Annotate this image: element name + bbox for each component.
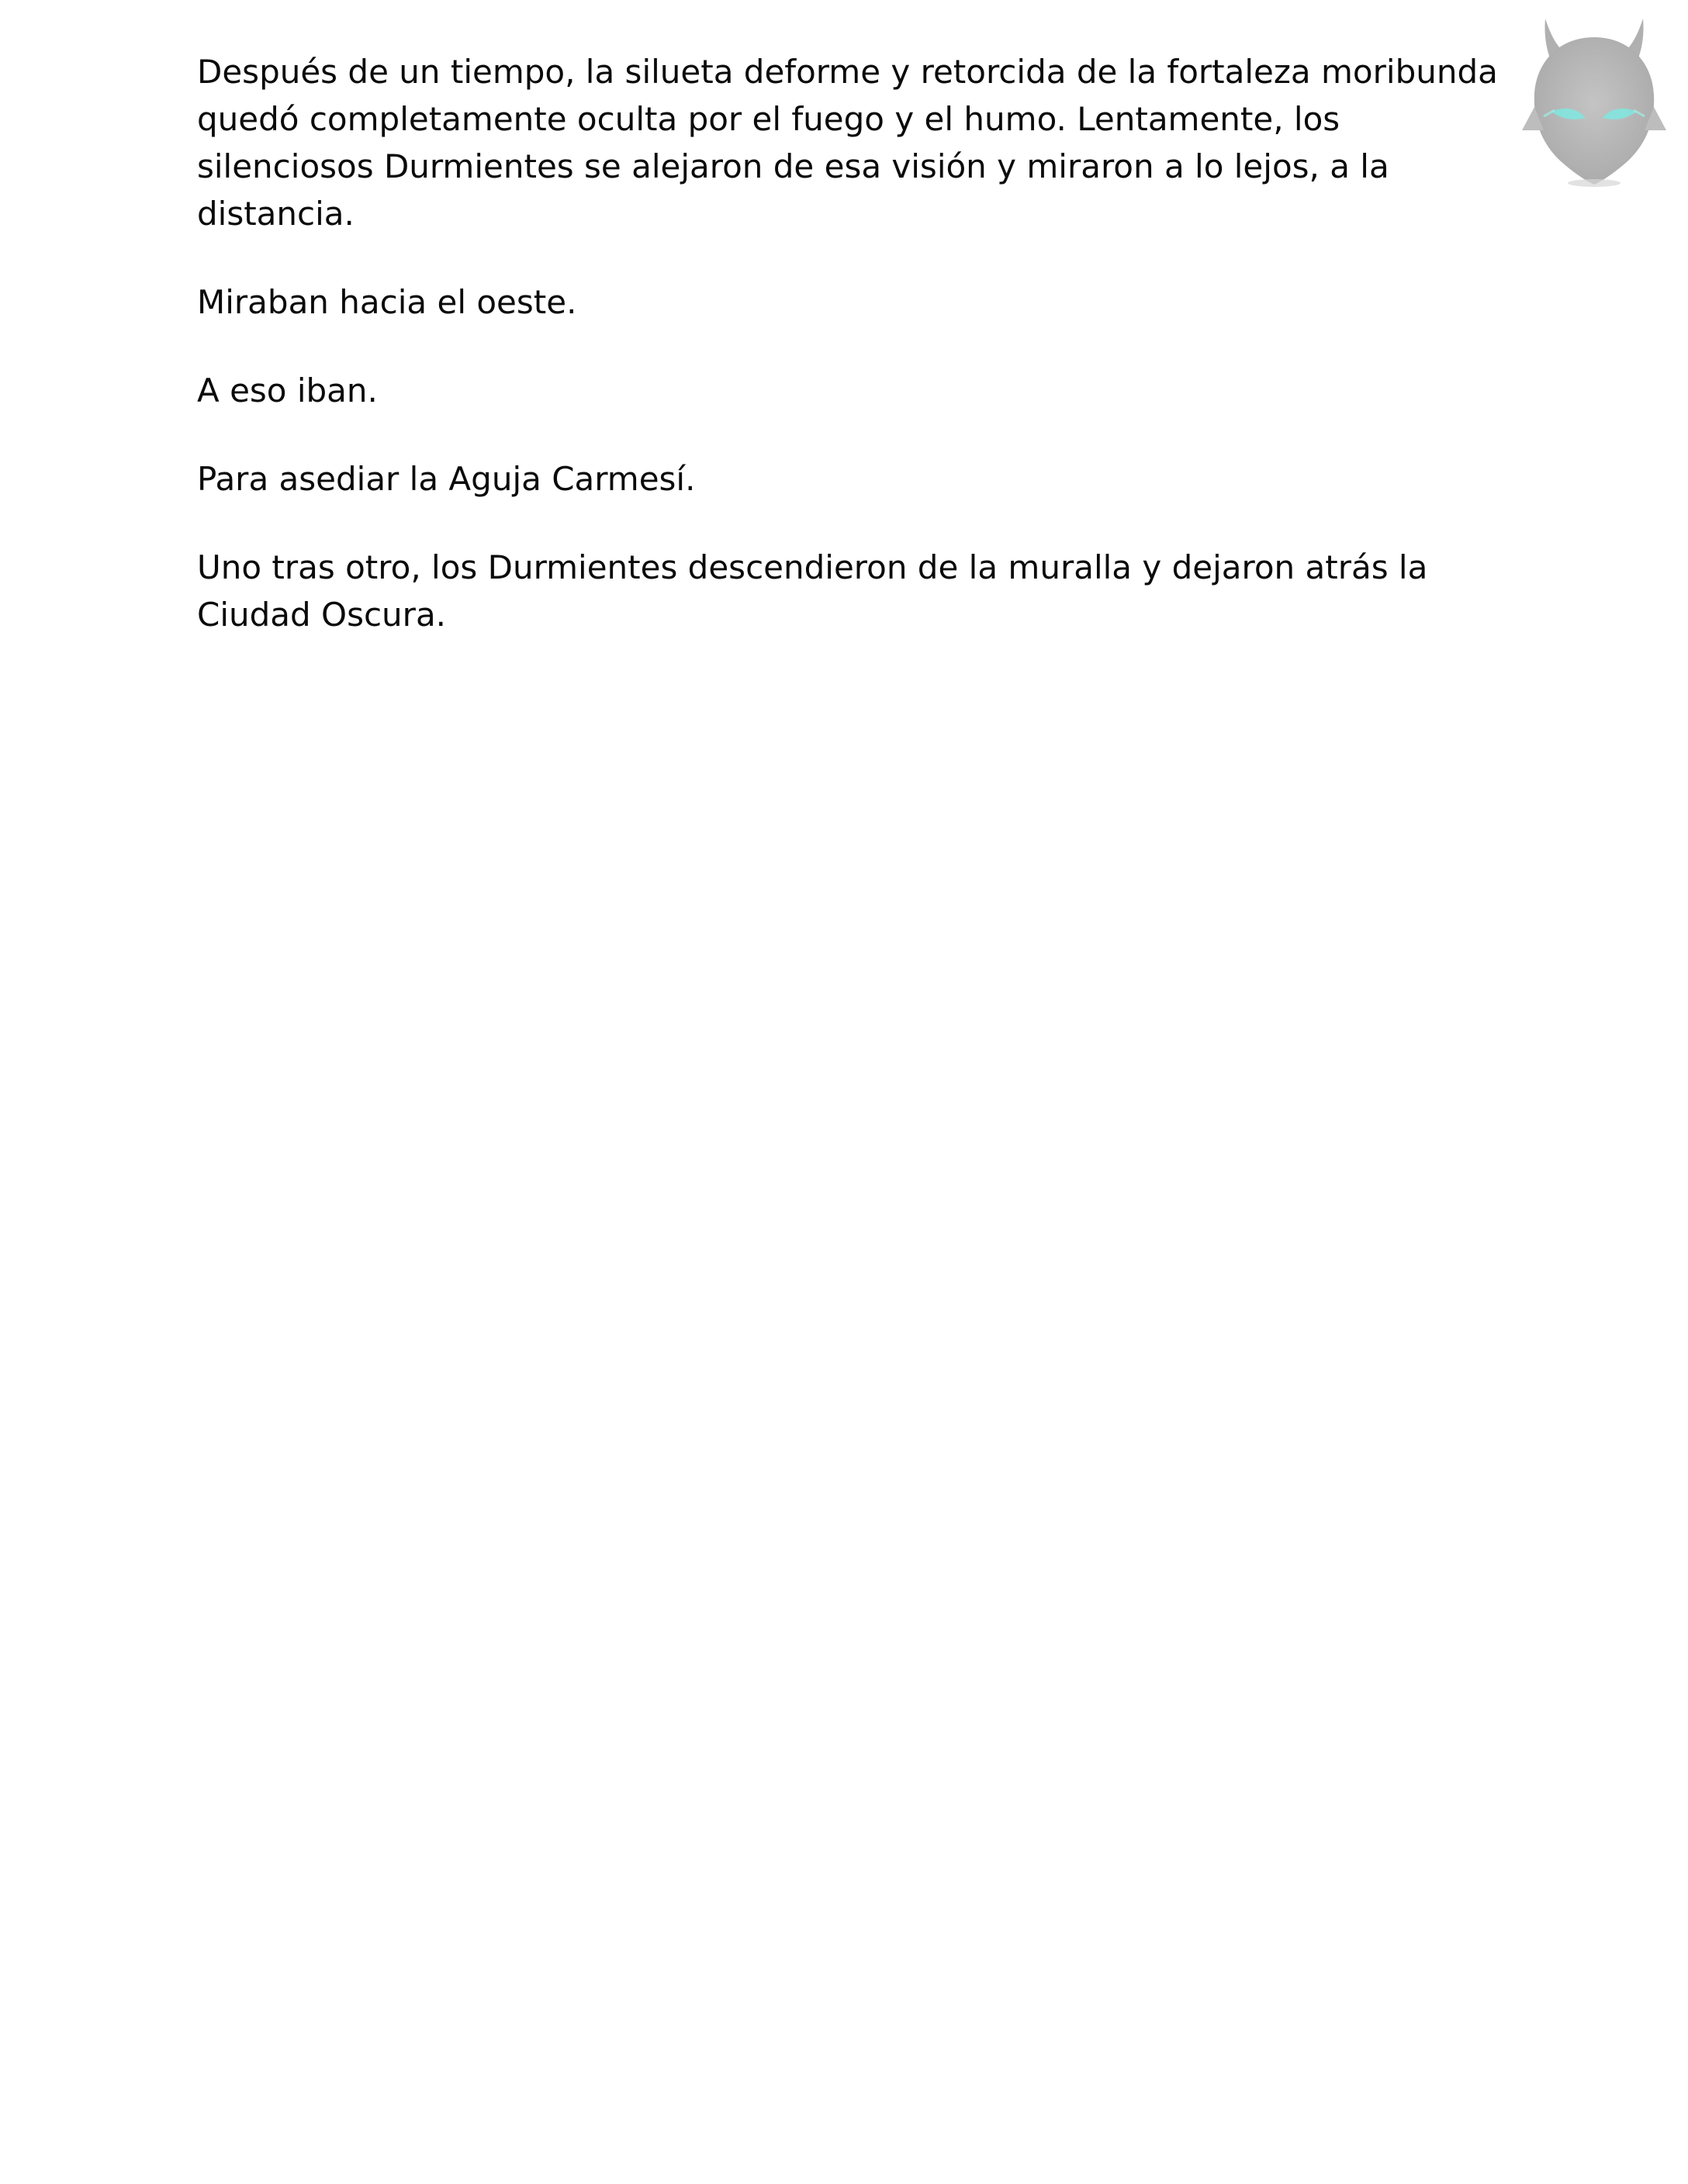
- paragraph: Después de un tiempo, la silueta deforme y retorcida de la fortaleza moribunda quedó completamente oculta por el fuego y el humo. Lentamente, los silenciosos Durmientes se alejaron de esa visión y miraron a lo lejos, a la distancia.: [197, 53, 1498, 233]
- demon-head-icon: [1520, 14, 1668, 188]
- paragraph: Miraban hacia el oeste.: [197, 283, 577, 321]
- body-text: [197, 48, 1500, 679]
- paragraph: A eso iban.: [197, 371, 378, 410]
- paragraph: Para asediar la Aguja Carmesí.: [197, 460, 696, 498]
- paragraph: Uno tras otro, los Durmientes descendieron de la muralla y dejaron atrás la Ciudad Oscura.: [197, 548, 1428, 634]
